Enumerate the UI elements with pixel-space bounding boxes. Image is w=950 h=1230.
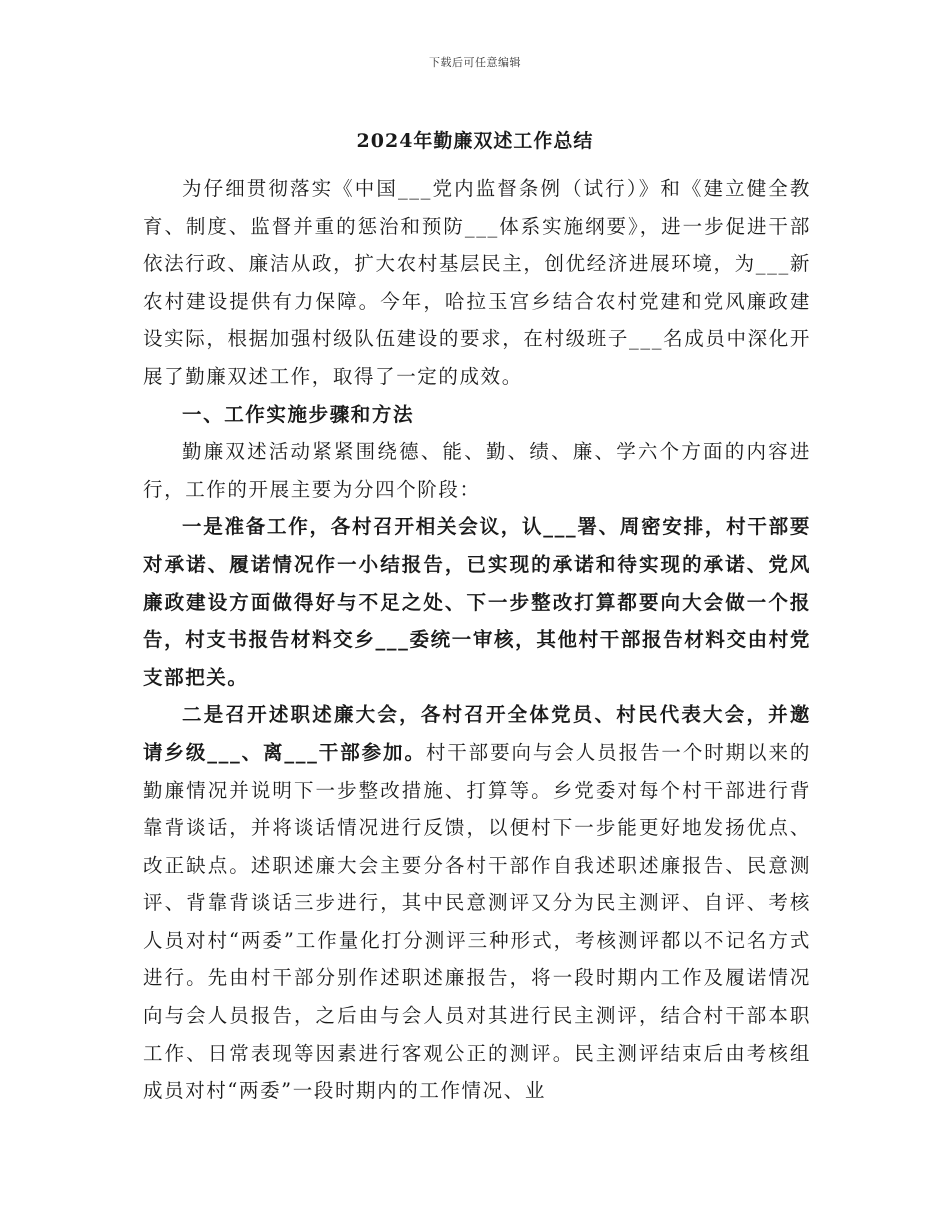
section-heading: 一、工作实施步骤和方法 xyxy=(182,402,415,426)
paragraph-overview: 勤廉双述活动紧紧围绕德、能、勤、绩、廉、学六个方面的内容进行，工作的开展主要为分四个阶段： xyxy=(143,440,811,501)
stage-2-lead: 二是召开述职述廉大会，各村召开全体党员、村民代表大会，并邀请乡级___、离___干部参加。 xyxy=(143,703,811,764)
document-body xyxy=(143,170,811,1110)
paragraph-stage-2 xyxy=(143,696,811,1110)
stage-2-text: 村干部要向与会人员报告一个时期以来的勤廉情况并说明下一步整改措施、打算等。乡党委对每个村干部进行背靠背谈话，并将谈话情况进行反馈，以便村下一步能更好地发扬优点、改正缺点。述职述廉大会主要分各村干部作自我述职述廉报告、民意测评、背靠背谈话三步进行，其中民意测评又分为民主测评、自评、考核人员对村“两委”工作量化打分测评三种形式，考核测评都以不记名方式进行。先由村干部分别作述职述廉报告，将一段时期内工作及履诺情况向与会人员报告，之后由与会人员对其进行民主测评，结合村干部本职工作、日常表现等因素进行客观公正的测评。民主测评结束后由考核组成员对村“两委”一段时期内的工作情况、业 xyxy=(143,740,811,1103)
paragraph-stage-1: 一是准备工作，各村召开相关会议，认___署、周密安排，村干部要对承诺、履诺情况作一小结报告，已实现的承诺和待实现的承诺、党风廉政建设方面做得好与不足之处、下一步整改打算都要向大会做一个报告，村支书报告材料交乡___委统一审核，其他村干部报告材料交由村党支部把关。 xyxy=(143,515,811,689)
paragraph-intro: 为仔细贯彻落实《中国___党内监督条例（试行）》和《建立健全教育、制度、监督并重的惩治和预防___体系实施纲要》，进一步促进干部依法行政、廉洁从政，扩大农村基层民主，创优经济进展环境，为___新农村建设提供有力保障。今年，哈拉玉宫乡结合农村党建和党风廉政建设实际，根据加强村级队伍建设的要求，在村级班子___名成员中深化开展了勤廉双述工作，取得了一定的成效。 xyxy=(143,177,811,388)
header-note: 下载后可任意编辑 xyxy=(429,56,521,69)
document-title: 2024年勤廉双述工作总结 xyxy=(356,130,594,152)
